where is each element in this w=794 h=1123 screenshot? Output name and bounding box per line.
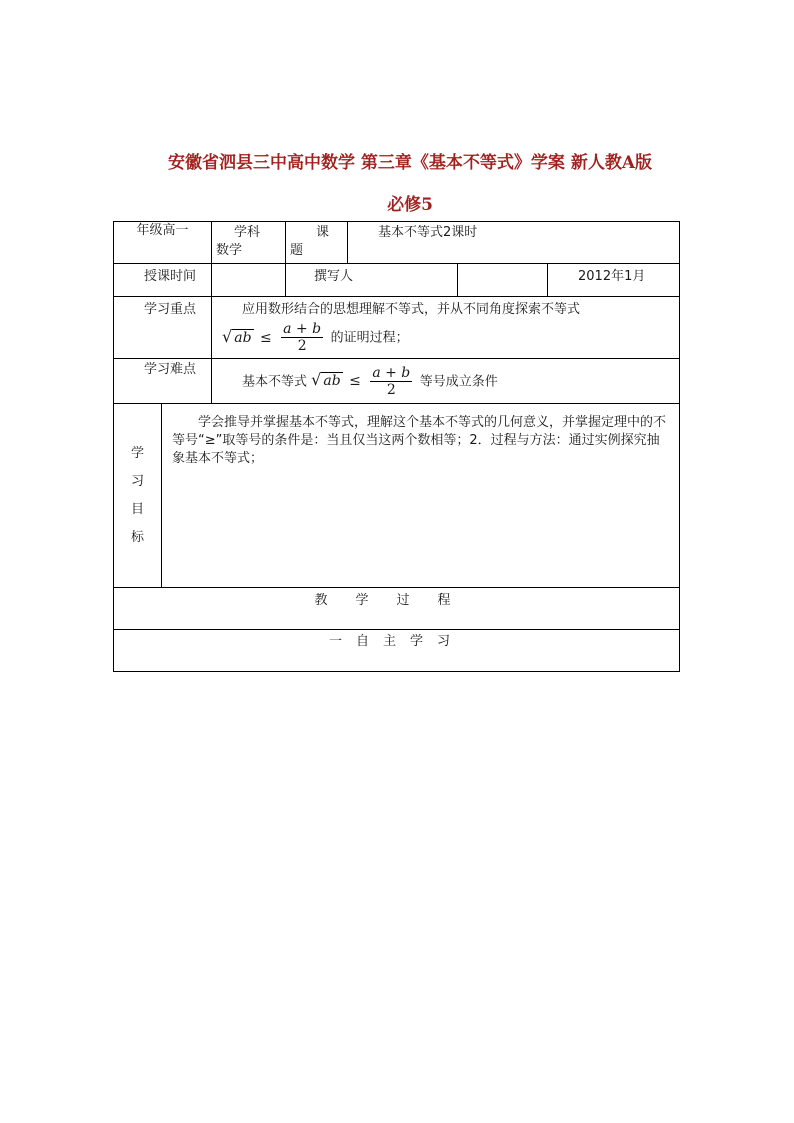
grade-cell: 年级高一 — [114, 222, 212, 264]
sqrt-ab: ab — [323, 373, 341, 389]
key-points-text-after: 的证明过程； — [330, 330, 409, 346]
key-points-formula-line — [222, 321, 675, 354]
difficulties-text: 基本不等式 — [242, 374, 308, 389]
fraction — [281, 321, 323, 354]
inequality-formula: √ ab ≤ $\frac{a + b}{2}$ — [311, 364, 411, 398]
self-study-header-text: 一自主学习 — [329, 634, 465, 649]
topic-value: 基本不等式2课时 — [348, 222, 680, 264]
key-points-label: 学习重点 — [114, 297, 212, 359]
process-header-text: 教学过程 — [314, 593, 479, 608]
fraction — [370, 365, 412, 398]
difficulties-text-after: 等号成立条件 — [419, 374, 498, 389]
fraction-numerator: a + b — [283, 321, 322, 337]
document-title: 安徽省泗县三中高中数学 第三章《基本不等式》学案 新人教A版 — [167, 153, 653, 173]
less-equal-sign: ≤ — [349, 373, 361, 389]
subject-value: 数学 — [216, 243, 243, 258]
key-points-text: 应用数形结合的思想理解不等式，并从不同角度探索不等式 — [242, 302, 581, 317]
objectives-label-char: 目 — [130, 501, 144, 517]
time-value — [212, 264, 286, 297]
subject-cell — [212, 222, 286, 264]
self-study-header — [114, 630, 680, 672]
topic-label-cell — [286, 222, 348, 264]
author-label: 撰写人 — [286, 264, 458, 297]
document-title-continued: 必修5 — [387, 195, 433, 215]
fraction-denominator: 2 — [297, 338, 307, 354]
process-header — [114, 588, 680, 630]
fraction-numerator: a + b — [372, 364, 411, 381]
objectives-label-char: 标 — [130, 529, 144, 545]
key-points-content — [212, 297, 680, 359]
subject-label: 学科 — [234, 225, 261, 240]
inequality-formula: √ ab ≤ $\frac{a + b}{2}$ — [222, 321, 322, 354]
objectives-label-char: 学 — [130, 445, 144, 461]
sqrt-ab: ab — [234, 329, 252, 346]
objectives-label — [114, 404, 162, 588]
topic-label-top: 课 — [316, 225, 330, 240]
topic-label-bottom: 题 — [290, 243, 304, 258]
fraction-denominator: 2 — [386, 381, 396, 398]
time-label: 授课时间 — [114, 264, 212, 297]
objectives-text: 学会推导并掌握基本不等式，理解这个基本不等式的几何意义，并掌握定理中的不等号“≥”取等号的条件是：当且仅当这两个数相等；2．过程与方法：通过实例探究抽象基本不等式； — [162, 404, 680, 588]
lesson-plan-table — [113, 221, 680, 672]
less-equal-sign: ≤ — [259, 329, 272, 346]
author-value — [458, 264, 548, 297]
difficulties-label: 学习难点 — [114, 359, 212, 404]
objectives-label-char: 习 — [130, 473, 144, 489]
date-value: 2012年1月 — [548, 264, 680, 297]
difficulties-content — [212, 359, 680, 404]
